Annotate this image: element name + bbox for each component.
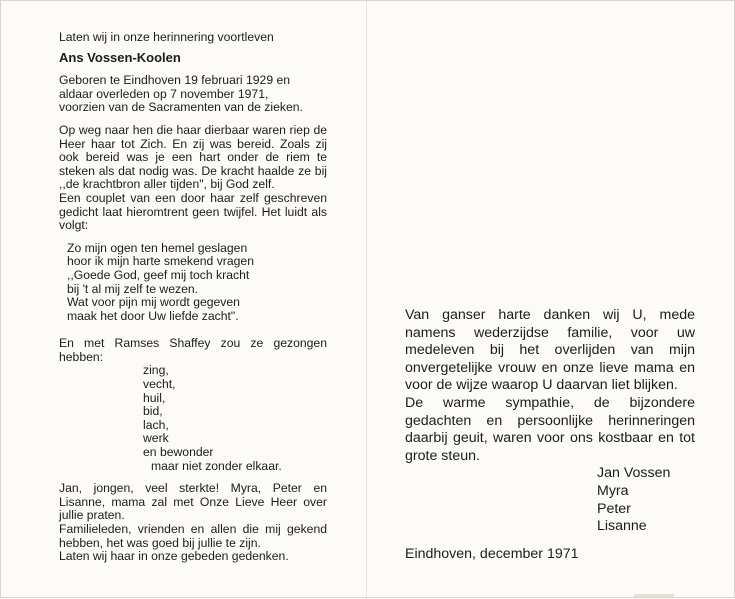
birth-line: Geboren te Eindhoven 19 februari 1929 en [59,73,291,88]
paragraph-family: Jan, jongen, veel sterkte! Myra, Peter en Lisanne, mama zal met Onze Lieve Heer over jullie praten. [59,481,327,523]
signature-name: Jan Vossen [597,465,671,482]
poem-line: bij 't al mij zelf te wezen. [67,281,199,296]
song-last-line: maar niet zonder elkaar. [151,458,282,473]
fold-line [366,1,367,599]
signature-name: Lisanne [597,518,647,535]
closing-line: Laten wij haar in onze gebeden gedenken. [59,549,289,564]
song-word: bid, [143,404,163,419]
poem-line: ,,Goede God, geef mij toch kracht [67,267,250,282]
sympathy-paragraph: De warme sympathie, de bijzondere gedachten en persoonlijke herinneringen daarbij geuit, waren voor ons kostbaar en tot grote steun. [405,394,695,464]
signature-name: Myra [597,482,629,499]
song-word-list [59,364,327,473]
song-word: huil, [143,390,166,405]
paragraph-friends: Familieleden, vrienden en allen die mij gekend hebben, het was goed bij jullie te zijn. [59,522,327,550]
sacrament-line: voorzien van de Sacramenten van de zieken. [59,100,303,115]
song-word: vecht, [143,377,176,392]
place-date: Eindhoven, december 1971 [405,545,579,562]
poem-verse [59,242,327,324]
intro-line: Laten wij in onze herinnering voortleven [59,30,274,44]
song-word: werk [143,431,169,446]
song-intro: En met Ramses Shaffey zou ze gezongen hebben: [59,336,327,364]
thanks-paragraph: Van ganser harte danken wij U, mede namens wederzijdse familie, voor uw medeleven bij het overlijden van mijn onvergetelijke vrouw en onze lieve mama en voor de wijze waarop U daarvan liet blijken. [405,307,695,394]
signature-block [405,465,695,535]
signature-name: Peter [597,500,631,517]
left-panel [59,31,327,564]
song-word: zing, [143,363,169,378]
poem-line: hoor ik mijn harte smekend vragen [67,254,254,269]
paragraph-poem-intro: Een couplet van een door haar zelf geschreven gedicht laat hieromtrent geen twijfel. Het luidt als volgt: [59,190,327,233]
poem-line: Zo mijn ogen ten hemel geslagen [67,240,248,255]
paragraph-faith: Op weg naar hen die haar dierbaar waren riep de Heer haar tot Zich. En zij was bereid. Zoals zij ook bereid was je een hart onder de riem te steken als dat nodig was. De kracht haalde ze bij ,,de krachtbron aller tijden", bij God zelf. [59,122,327,192]
song-word: en bewonder [143,445,214,460]
song-word: lach, [143,417,169,432]
poem-line: maak het door Uw liefde zacht". [67,308,239,323]
poem-line: Wat voor pijn mij wordt gegeven [67,295,240,310]
deceased-name: Ans Vossen-Koolen [59,49,181,65]
right-panel [405,307,695,563]
paper-mark [634,594,674,597]
death-line: aldaar overleden op 7 november 1971, [59,86,269,101]
